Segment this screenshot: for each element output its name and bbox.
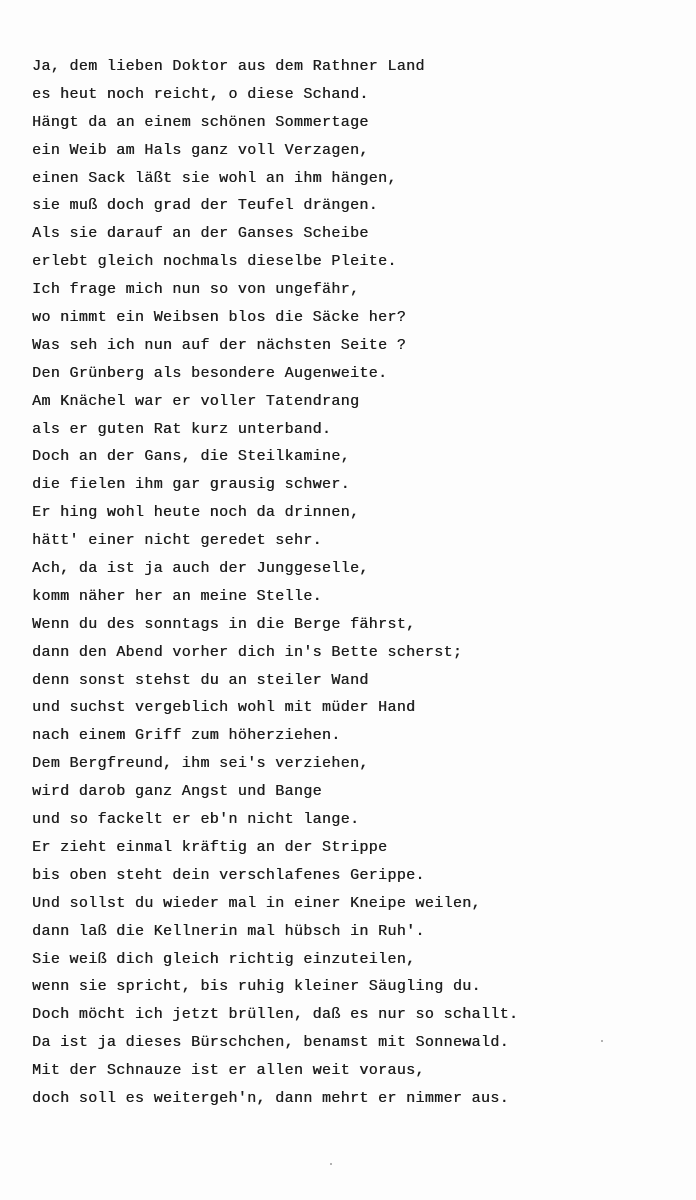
paper-speck [330,1163,332,1165]
poem-line: Und sollst du wieder mal in einer Kneipe weilen, [32,894,481,912]
poem-line: Er hing wohl heute noch da drinnen, [32,504,360,522]
poem-line: wenn sie spricht, bis ruhig kleiner Säugling du. [32,978,481,996]
poem-line: es heut noch reicht, o diese Schand. [32,85,369,103]
poem-line: dann den Abend vorher dich in's Bette scherst; [32,643,463,661]
poem-line: sie muß doch grad der Teufel drängen. [32,197,379,215]
poem-line: die fielen ihm gar grausig schwer. [32,476,350,494]
poem-line: Da ist ja dieses Bürschchen, benamst mit Sonnewald. [32,1034,509,1052]
poem-line: Sie weiß dich gleich richtig einzuteilen, [32,950,416,968]
poem-line: denn sonst stehst du an steiler Wand [32,671,369,689]
poem-line: wo nimmt ein Weibsen blos die Säcke her? [32,309,407,327]
poem-line: Er zieht einmal kräftig an der Strippe [32,838,388,856]
poem-line: Was seh ich nun auf der nächsten Seite ? [32,336,407,354]
poem-line: Den Grünberg als besondere Augenweite. [32,364,388,382]
poem-line: Am Knächel war er voller Tatendrang [32,392,360,410]
poem-line: als er guten Rat kurz unterband. [32,420,332,438]
poem-line: Dem Bergfreund, ihm sei's verziehen, [32,755,369,773]
poem-line: Als sie darauf an der Ganses Scheibe [32,225,369,243]
poem-text [32,53,672,1113]
poem-line: und suchst vergeblich wohl mit müder Hand [32,699,416,717]
poem-line: dann laß die Kellnerin mal hübsch in Ruh'. [32,922,425,940]
poem-line: komm näher her an meine Stelle. [32,587,322,605]
poem-line: ein Weib am Hals ganz voll Verzagen, [32,141,369,159]
poem-line: Mit der Schnauze ist er allen weit voraus, [32,1062,425,1080]
poem-line: Ich frage mich nun so von ungefähr, [32,281,360,299]
poem-line: doch soll es weitergeh'n, dann mehrt er nimmer aus. [32,1089,509,1107]
poem-line: Doch möcht ich jetzt brüllen, daß es nur so schallt. [32,1006,519,1024]
poem-line: Ja, dem lieben Doktor aus dem Rathner Land [32,58,425,75]
poem-line: Wenn du des sonntags in die Berge fährst, [32,615,416,633]
poem-line: hätt' einer nicht geredet sehr. [32,532,322,550]
poem-line: wird darob ganz Angst und Bange [32,783,322,801]
poem-line: und so fackelt er eb'n nicht lange. [32,811,360,829]
poem-line: einen Sack läßt sie wohl an ihm hängen, [32,169,397,187]
poem-line: nach einem Griff zum höherziehen. [32,727,341,745]
poem-line: Hängt da an einem schönen Sommertage [32,113,369,131]
poem-line: Ach, da ist ja auch der Junggeselle, [32,560,369,578]
poem-line: bis oben steht dein verschlafenes Gerippe. [32,866,425,884]
paper-speck [601,1040,603,1042]
poem-line: erlebt gleich nochmals dieselbe Pleite. [32,253,397,271]
poem-line: Doch an der Gans, die Steilkamine, [32,448,350,466]
